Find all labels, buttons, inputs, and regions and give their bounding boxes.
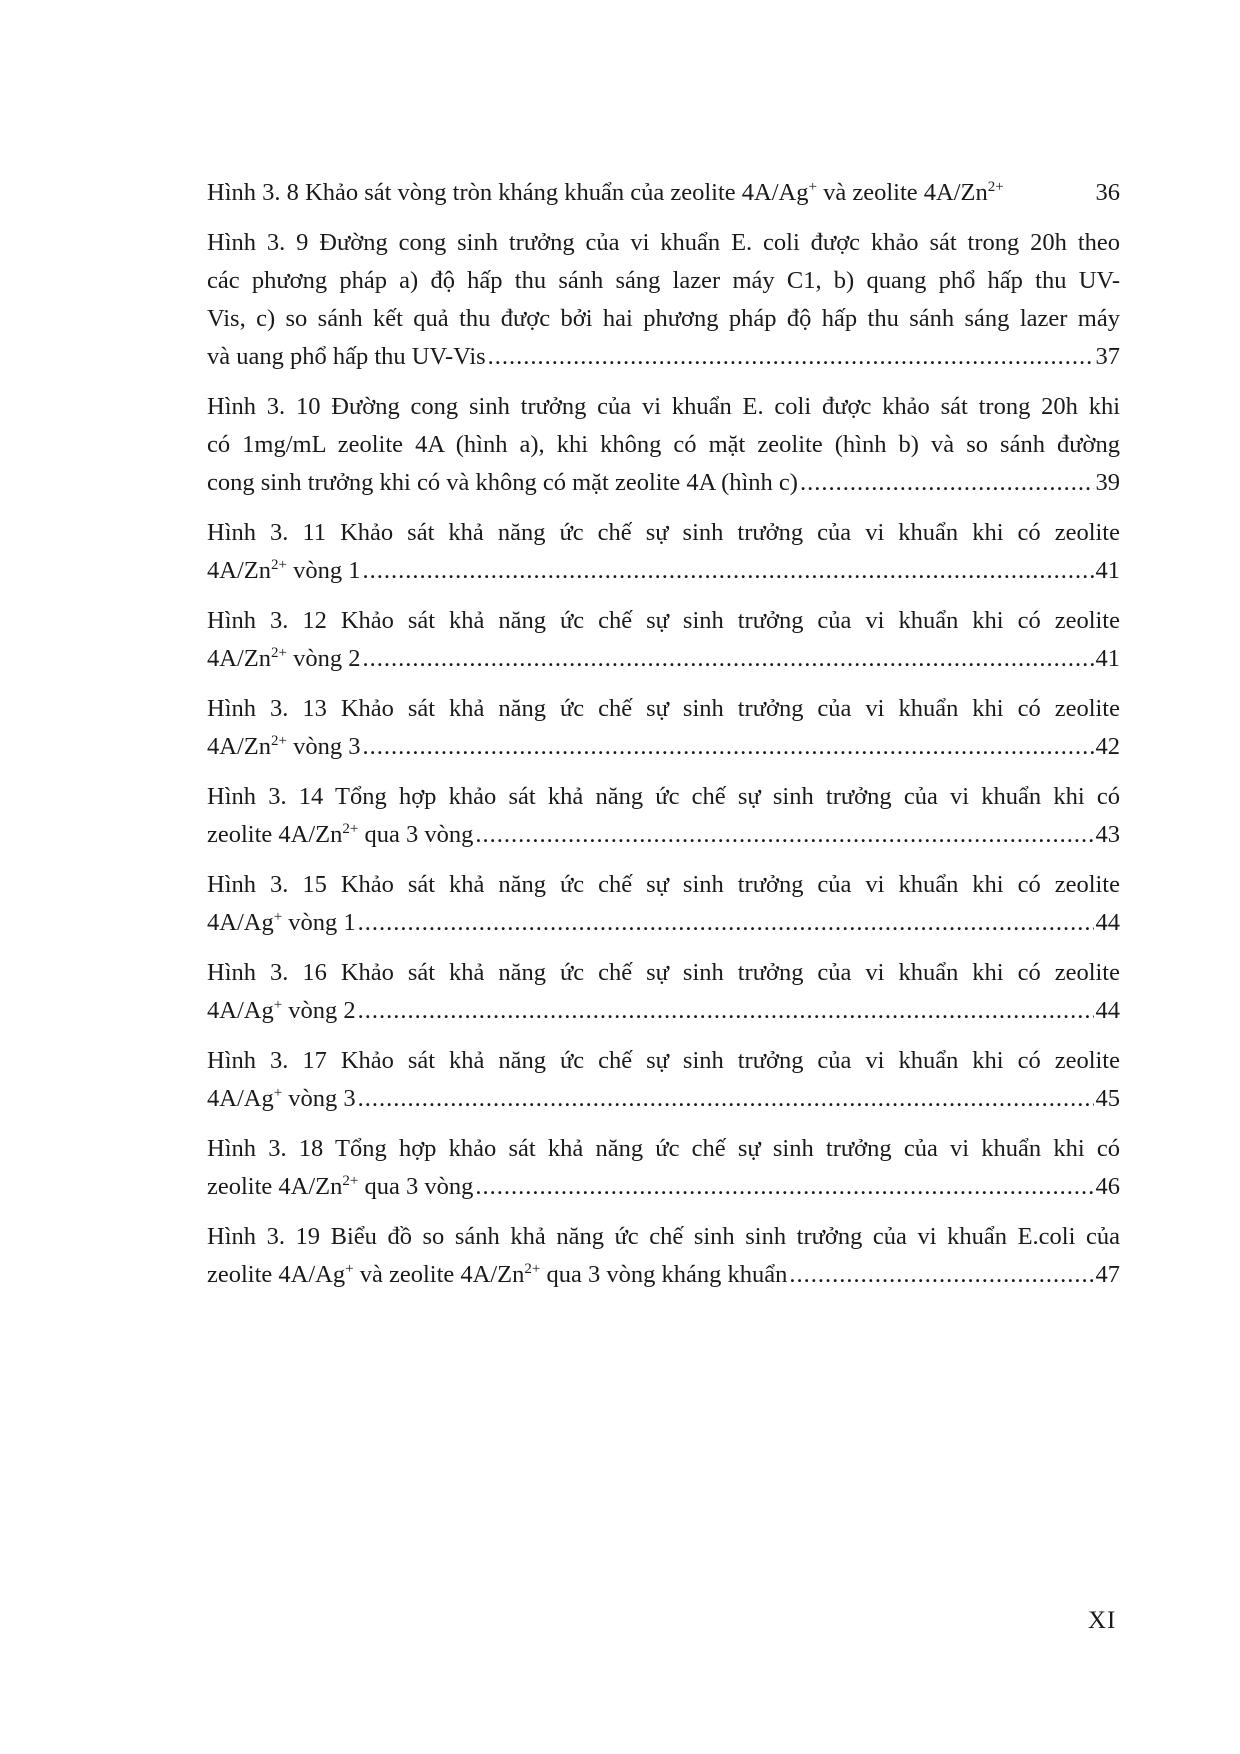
dot-leader (475, 1168, 1093, 1206)
toc-entry-text (207, 728, 360, 766)
text-run: và zeolite 4A/Zn (816, 179, 988, 206)
toc-entry-text (207, 464, 798, 502)
text-run: Hình 3. 13 Khảo sát khả năng ức chế sự sinh trưởng của vi khuẩn khi có zeolite (207, 695, 1120, 722)
text-run: zeolite 4A/Zn (207, 1173, 343, 1200)
toc-page-number: 36 (1095, 179, 1120, 206)
text-run: Hình 3. 15 Khảo sát khả năng ức chế sự sinh trưởng của vi khuẩn khi có zeolite (207, 871, 1120, 898)
text-run: qua 3 vòng kháng khuẩn (540, 1261, 788, 1288)
toc-entry-line (207, 388, 1120, 426)
text-run: các phương pháp a) độ hấp thu sánh sáng lazer máy C1, b) quang phổ hấp thu UV- (207, 267, 1120, 294)
toc-entry-text (207, 959, 1120, 986)
toc-entry-line (207, 816, 1120, 854)
toc-entry[interactable] (207, 778, 1120, 854)
page-number: XI (1088, 1607, 1117, 1634)
toc-entry[interactable] (207, 388, 1120, 502)
toc-entry-line (207, 640, 1120, 678)
toc-entry-line (207, 262, 1120, 300)
toc-entry-line (207, 904, 1120, 942)
toc-page-number: 44 (1095, 997, 1120, 1024)
toc-entry-text (207, 1135, 1120, 1162)
text-run: zeolite 4A/Zn (207, 821, 343, 848)
toc-page-number: 43 (1095, 821, 1120, 848)
text-run: 4A/Ag (207, 909, 274, 936)
toc-entry-line (207, 1042, 1120, 1080)
dot-leader (358, 1080, 1094, 1118)
toc-entry-text (207, 783, 1120, 810)
superscript-charge: + (273, 1085, 283, 1101)
text-run: và uang phổ hấp thu UV-Vis (207, 343, 486, 370)
toc-entry-text (207, 552, 360, 590)
toc-entry-line (207, 778, 1120, 816)
toc-entry[interactable] (207, 866, 1120, 942)
toc-entry[interactable] (207, 690, 1120, 766)
toc-entry-text (207, 640, 360, 678)
toc-page-number: 37 (1095, 343, 1120, 370)
superscript-charge: 2+ (270, 557, 287, 573)
toc-entry-text (207, 1047, 1120, 1074)
toc-entry-text (207, 305, 1120, 332)
toc-entry-text (207, 816, 473, 854)
text-run: qua 3 vòng (358, 1173, 474, 1200)
toc-entry-text (207, 1168, 473, 1206)
text-run: vòng 1 (282, 909, 356, 936)
text-run: 4A/Ag (207, 997, 274, 1024)
text-run: vòng 2 (286, 645, 361, 672)
toc-page-number: 41 (1095, 645, 1120, 672)
toc-entry-text (207, 431, 1120, 458)
toc-entry-line (207, 1218, 1120, 1256)
toc-page-number: 41 (1095, 557, 1120, 584)
dot-leader (488, 338, 1094, 376)
toc-entry[interactable] (207, 954, 1120, 1030)
text-run: cong sinh trưởng khi có và không có mặt zeolite 4A (hình c) (207, 469, 798, 496)
toc-entry-line (207, 992, 1120, 1030)
toc-entry-text (207, 871, 1120, 898)
toc-entry-line (207, 1130, 1120, 1168)
toc-page-number: 46 (1095, 1173, 1120, 1200)
toc-entry-line (207, 300, 1120, 338)
toc-entry-text (207, 393, 1120, 420)
toc-entry[interactable] (207, 1130, 1120, 1206)
superscript-charge: 2+ (524, 1261, 541, 1277)
superscript-charge: 2+ (987, 179, 1004, 195)
text-run: Hình 3. 17 Khảo sát khả năng ức chế sự sinh trưởng của vi khuẩn khi có zeolite (207, 1047, 1120, 1074)
toc-entry[interactable] (207, 224, 1120, 376)
list-of-figures (207, 174, 1120, 1306)
toc-entry-text (207, 519, 1120, 546)
toc-entry[interactable] (207, 1218, 1120, 1294)
text-run: 4A/Zn (207, 645, 271, 672)
toc-entry-line (207, 224, 1120, 262)
text-run: Hình 3. 19 Biểu đồ so sánh khả năng ức chế sinh sinh trưởng của vi khuẩn E.coli của (207, 1223, 1120, 1250)
toc-entry-text (207, 695, 1120, 722)
superscript-charge: + (345, 1261, 354, 1277)
superscript-charge: + (808, 179, 817, 195)
text-run: vòng 3 (282, 1085, 356, 1112)
superscript-charge: 2+ (342, 1173, 359, 1189)
toc-entry-line (207, 690, 1120, 728)
text-run: 4A/Zn (207, 557, 271, 584)
toc-entry[interactable] (207, 1042, 1120, 1118)
text-run: vòng 1 (286, 557, 361, 584)
text-run: Hình 3. 14 Tổng hợp khảo sát khả năng ức chế sự sinh trưởng của vi khuẩn khi có (207, 783, 1120, 810)
toc-page-number: 44 (1095, 909, 1120, 936)
text-run: vòng 2 (282, 997, 356, 1024)
text-run: zeolite 4A/Ag (207, 1261, 346, 1288)
text-run: Hình 3. 12 Khảo sát khả năng ức chế sự sinh trưởng của vi khuẩn khi có zeolite (207, 607, 1120, 634)
toc-entry-line (207, 1080, 1120, 1118)
text-run: 4A/Zn (207, 733, 271, 760)
toc-entry-line (207, 602, 1120, 640)
toc-page-number: 42 (1095, 733, 1120, 760)
toc-page-number: 45 (1095, 1085, 1120, 1112)
toc-entry-line (207, 338, 1120, 376)
text-run: Hình 3. 8 Khảo sát vòng tròn kháng khuẩn của zeolite 4A/Ag (207, 179, 809, 206)
toc-entry-line (207, 552, 1120, 590)
toc-entry-line (207, 954, 1120, 992)
superscript-charge: + (273, 997, 283, 1013)
superscript-charge: 2+ (270, 645, 287, 661)
toc-entry[interactable] (207, 602, 1120, 678)
text-run: vòng 3 (286, 733, 361, 760)
toc-page-number: 39 (1095, 469, 1120, 496)
toc-entry-line (207, 1168, 1120, 1206)
toc-entry-text (207, 267, 1120, 294)
text-run: Vis, c) so sánh kết quả thu được bởi hai phương pháp độ hấp thu sánh sáng lazer máy (207, 305, 1120, 332)
dot-leader (358, 992, 1094, 1030)
text-run: Hình 3. 9 Đường cong sinh trưởng của vi khuẩn E. coli được khảo sát trong 20h theo (207, 229, 1120, 256)
toc-entry-text (207, 338, 486, 376)
superscript-charge: 2+ (270, 733, 287, 749)
toc-entry-text (207, 992, 356, 1030)
toc-entry-text (207, 904, 356, 942)
toc-entry-line (207, 728, 1120, 766)
text-run: 4A/Ag (207, 1085, 274, 1112)
dot-leader (362, 552, 1093, 590)
toc-entry-line (207, 866, 1120, 904)
toc-entry-text (207, 174, 1004, 212)
dot-leader (475, 816, 1093, 854)
text-run: Hình 3. 11 Khảo sát khả năng ức chế sự sinh trưởng của vi khuẩn khi có zeolite (207, 519, 1120, 546)
text-run: Hình 3. 10 Đường cong sinh trưởng của vi khuẩn E. coli được khảo sát trong 20h khi (207, 393, 1120, 420)
text-run: Hình 3. 18 Tổng hợp khảo sát khả năng ức chế sự sinh trưởng của vi khuẩn khi có (207, 1135, 1120, 1162)
dot-leader (800, 464, 1094, 502)
dot-leader (358, 904, 1094, 942)
toc-entry-line (207, 514, 1120, 552)
text-run: và zeolite 4A/Zn (353, 1261, 525, 1288)
toc-entry-text (207, 1080, 356, 1118)
toc-entry-text (207, 1256, 787, 1294)
superscript-charge: + (273, 909, 283, 925)
toc-entry[interactable] (207, 174, 1120, 212)
text-run: qua 3 vòng (358, 821, 474, 848)
toc-page-number: 47 (1095, 1261, 1120, 1288)
toc-entry-line (207, 464, 1120, 502)
toc-entry-text (207, 1223, 1120, 1250)
dot-leader (362, 728, 1093, 766)
text-run: có 1mg/mL zeolite 4A (hình a), khi không có mặt zeolite (hình b) và so sánh đường (207, 431, 1120, 458)
toc-entry-text (207, 229, 1120, 256)
toc-entry-line (207, 426, 1120, 464)
superscript-charge: 2+ (342, 821, 359, 837)
text-run: Hình 3. 16 Khảo sát khả năng ức chế sự sinh trưởng của vi khuẩn khi có zeolite (207, 959, 1120, 986)
toc-entry-line (207, 1256, 1120, 1294)
toc-entry-line (207, 174, 1120, 212)
toc-entry-text (207, 607, 1120, 634)
dot-leader (362, 640, 1093, 678)
dot-leader (789, 1256, 1093, 1294)
toc-entry[interactable] (207, 514, 1120, 590)
